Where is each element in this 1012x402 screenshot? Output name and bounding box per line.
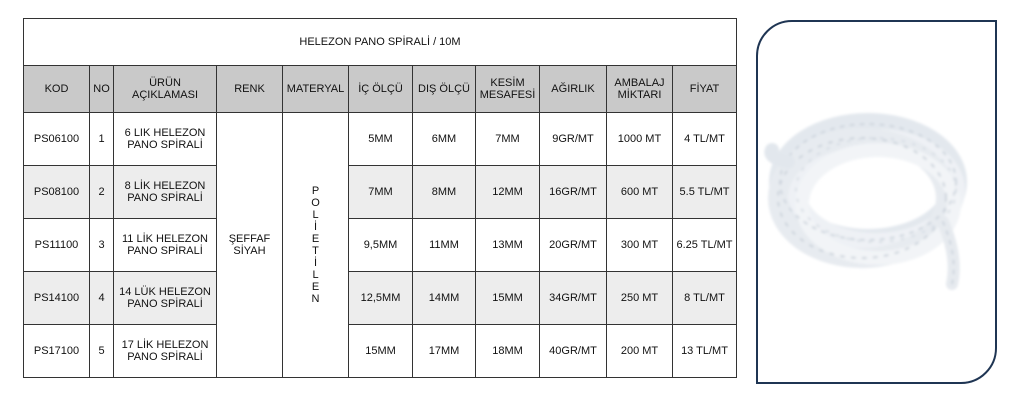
header-row (24, 66, 737, 113)
cell-urun: 17 LİK HELEZON PANO SPİRALİ (114, 325, 217, 378)
col-header-ambalaj: AMBALAJ MİKTARI (607, 66, 673, 113)
cell-ic: 9,5MM (349, 219, 413, 272)
cell-fiyat: 4 TL/MT (673, 113, 737, 166)
col-header-agirlik: AĞIRLIK (540, 66, 607, 113)
cell-kesim: 15MM (476, 272, 540, 325)
col-header-fiyat: FİYAT (673, 66, 737, 113)
table-title: HELEZON PANO SPİRALİ / 10M (24, 19, 737, 66)
cell-dis: 6MM (413, 113, 476, 166)
col-header-ic: İÇ ÖLÇÜ (349, 66, 413, 113)
cell-kesim: 12MM (476, 166, 540, 219)
cell-kesim: 7MM (476, 113, 540, 166)
cell-ambalaj: 300 MT (607, 219, 673, 272)
cell-urun: 11 LİK HELEZON PANO SPİRALİ (114, 219, 217, 272)
cell-agirlik: 40GR/MT (540, 325, 607, 378)
cell-agirlik: 16GR/MT (540, 166, 607, 219)
cell-no: 4 (90, 272, 114, 325)
cell-ic: 5MM (349, 113, 413, 166)
col-header-urun: ÜRÜN AÇIKLAMASI (114, 66, 217, 113)
cell-urun: 6 LIK HELEZON PANO SPİRALİ (114, 113, 217, 166)
table-body (24, 113, 737, 378)
col-header-kod: KOD (24, 66, 90, 113)
cell-no: 2 (90, 166, 114, 219)
table-row (24, 325, 737, 378)
cell-no: 3 (90, 219, 114, 272)
cell-ambalaj: 200 MT (607, 325, 673, 378)
cell-dis: 8MM (413, 166, 476, 219)
cell-dis: 11MM (413, 219, 476, 272)
col-header-materyal: MATERYAL (283, 66, 349, 113)
table-row (24, 272, 737, 325)
cell-kod: PS06100 (24, 113, 90, 166)
col-header-kesim: KESİM MESAFESİ (476, 66, 540, 113)
cell-agirlik: 34GR/MT (540, 272, 607, 325)
col-header-dis: DIŞ ÖLÇÜ (413, 66, 476, 113)
cell-ambalaj: 1000 MT (607, 113, 673, 166)
cell-kod: PS08100 (24, 166, 90, 219)
cell-no: 1 (90, 113, 114, 166)
cell-kesim: 13MM (476, 219, 540, 272)
cell-urun: 14 LÜK HELEZON PANO SPİRALİ (114, 272, 217, 325)
table-row (24, 219, 737, 272)
cell-ic: 15MM (349, 325, 413, 378)
cell-ic: 12,5MM (349, 272, 413, 325)
cell-kod: PS17100 (24, 325, 90, 378)
cell-dis: 17MM (413, 325, 476, 378)
cell-ambalaj: 600 MT (607, 166, 673, 219)
cell-no: 5 (90, 325, 114, 378)
cell-fiyat: 13 TL/MT (673, 325, 737, 378)
materyal-vertical-text: P O L İ E T İ L E N (311, 185, 320, 305)
spiral-cable-wrap-coil-photo (758, 22, 997, 384)
cell-agirlik: 9GR/MT (540, 113, 607, 166)
cell-agirlik: 20GR/MT (540, 219, 607, 272)
table-row (24, 113, 737, 166)
table-row (24, 166, 737, 219)
cell-dis: 14MM (413, 272, 476, 325)
cell-fiyat: 5.5 TL/MT (673, 166, 737, 219)
col-header-no: NO (90, 66, 114, 113)
cell-renk: ŞEFFAF SİYAH (217, 113, 283, 378)
cell-fiyat: 6.25 TL/MT (673, 219, 737, 272)
product-photo (756, 20, 997, 384)
cell-kod: PS14100 (24, 272, 90, 325)
cell-kod: PS11100 (24, 219, 90, 272)
product-spec-table (23, 18, 737, 378)
cell-ambalaj: 250 MT (607, 272, 673, 325)
cell-urun: 8 LİK HELEZON PANO SPİRALİ (114, 166, 217, 219)
cell-fiyat: 8 TL/MT (673, 272, 737, 325)
cell-ic: 7MM (349, 166, 413, 219)
cell-kesim: 18MM (476, 325, 540, 378)
cell-materyal (283, 113, 349, 378)
col-header-renk: RENK (217, 66, 283, 113)
